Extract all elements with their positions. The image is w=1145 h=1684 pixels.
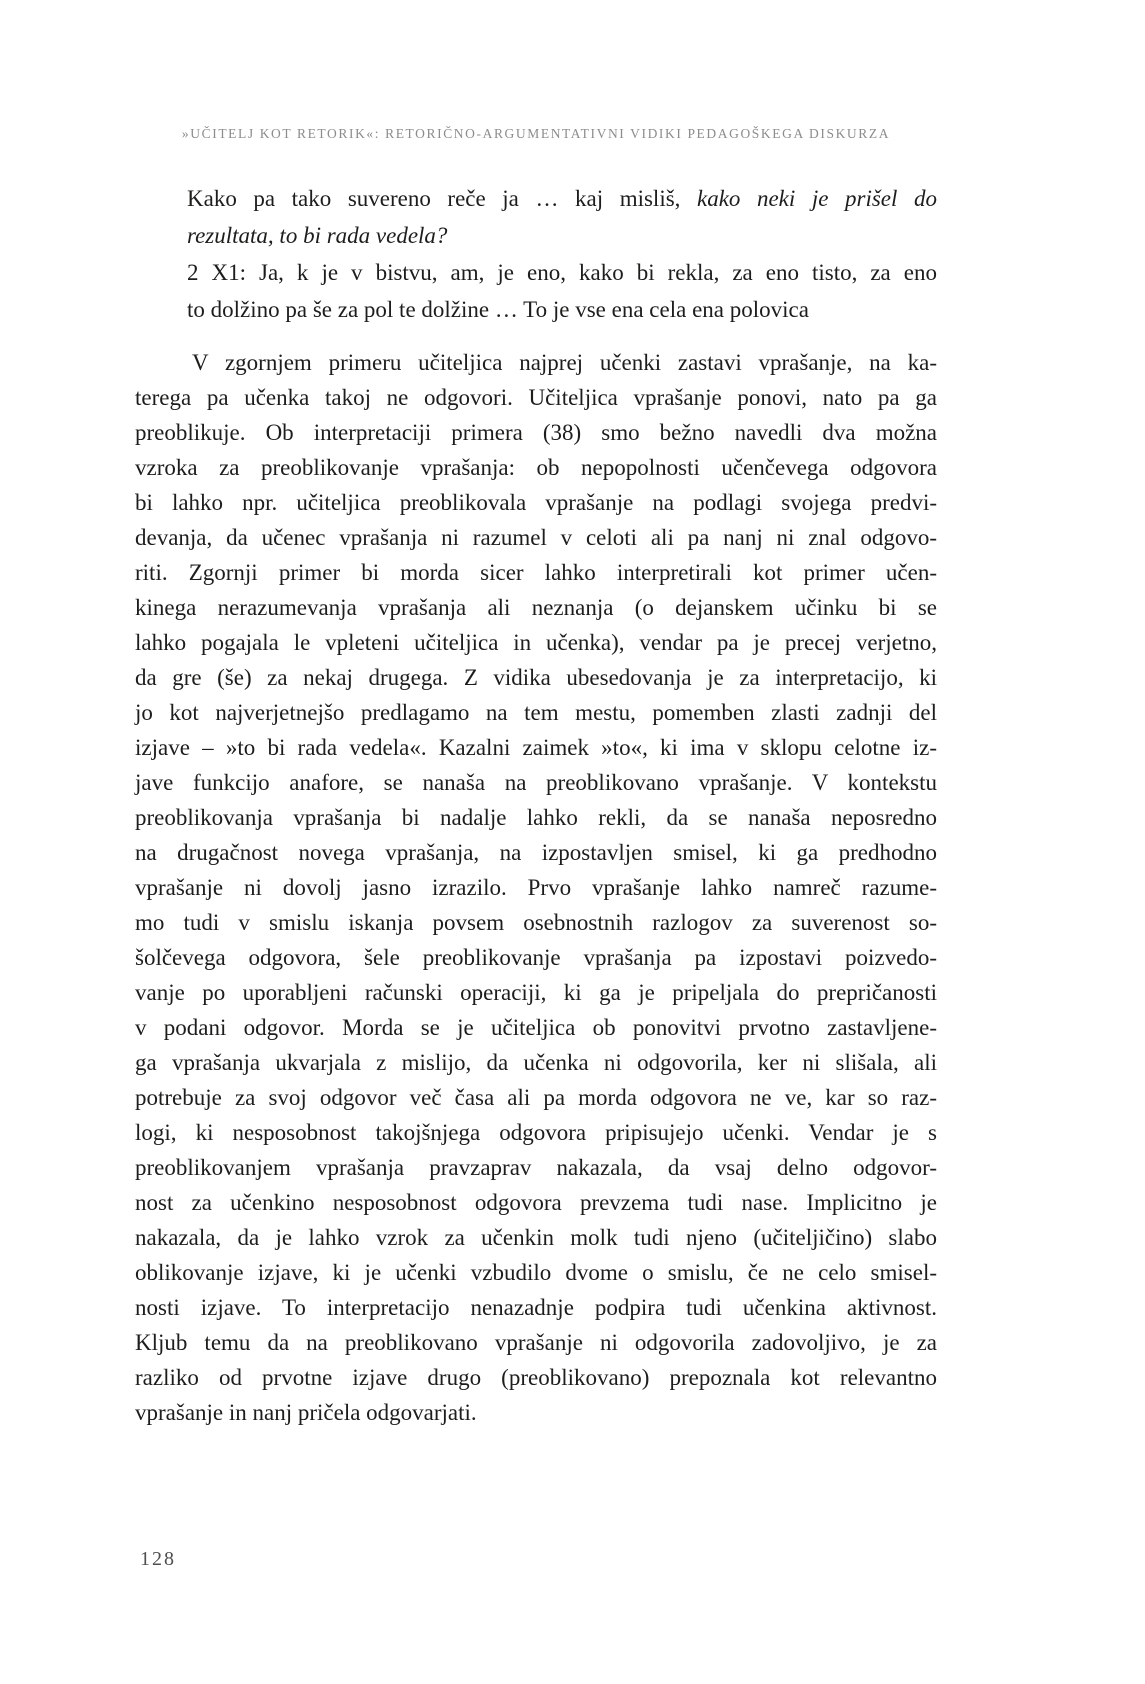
quote-italic-text: rezultata, to bi rada vedela? (187, 223, 448, 248)
quote-text: 2 X1: Ja, k je v bistvu, am, je eno, kako bi rekla, za eno tisto, za eno (187, 260, 937, 285)
body-line: v podani odgovor. Morda se je učiteljica ob ponovitvi prvotno zastavljene- (135, 1015, 937, 1040)
body-line: nost za učenkino nesposobnost odgovora prevzema tudi nase. Implicitno je (135, 1190, 937, 1215)
body-line: izjave – »to bi rada vedela«. Kazalni zaimek »to«, ki ima v sklopu celotne iz- (135, 735, 937, 760)
body-line: na drugačnost novega vprašanja, na izpostavljen smisel, ki ga predhodno (135, 840, 937, 865)
body-line: vzroka za preoblikovanje vprašanja: ob nepopolnosti učenčevega odgovora (135, 455, 937, 480)
body-line: nosti izjave. To interpretacijo nenazadnje podpira tudi učenkina aktivnost. (135, 1295, 937, 1320)
body-line: V zgornjem primeru učiteljica najprej učenki zastavi vprašanje, na ka- (192, 350, 937, 375)
body-line: logi, ki nesposobnost takojšnjega odgovora pripisujejo učenki. Vendar je s (135, 1120, 937, 1145)
quote-italic-text: kako neki je prišel do (696, 186, 937, 211)
body-line: jo kot najverjetnejšo predlagamo na tem mestu, pomemben zlasti zadnji del (135, 700, 937, 725)
quote-line (187, 254, 937, 291)
quote-line (187, 291, 937, 328)
body-line: kinega nerazumevanja vprašanja ali neznanja (o dejanskem učinku bi se (135, 595, 937, 620)
body-line: bi lahko npr. učiteljica preoblikovala vprašanje na podlagi svojega predvi- (135, 490, 937, 515)
body-line: nakazala, da je lahko vzrok za učenkin molk tudi njeno (učiteljičino) slabo (135, 1225, 937, 1250)
body-line: devanja, da učenec vprašanja ni razumel v celoti ali pa nanj ni znal odgovo- (135, 525, 937, 550)
body-line: jave funkcijo anafore, se nanaša na preoblikovano vprašanje. V kontekstu (135, 770, 937, 795)
body-line: preoblikovanja vprašanja bi nadalje lahko rekli, da se nanaša neposredno (135, 805, 937, 830)
body-line: lahko pogajala le vpleteni učiteljica in učenka), vendar pa je precej verjetno, (135, 630, 937, 655)
body-line: vprašanje ni dovolj jasno izrazilo. Prvo vprašanje lahko namreč razume- (135, 875, 937, 900)
running-header: »UČITELJ KOT RETORIK«: RETORIČNO-ARGUMENTATIVNI VIDIKI PEDAGOŠKEGA DISKURZA (181, 126, 891, 141)
body-line: ga vprašanja ukvarjala z mislijo, da učenka ni odgovorila, ker ni slišala, ali (135, 1050, 937, 1075)
body-line: Kljub temu da na preoblikovano vprašanje ni odgovorila zadovoljivo, je za (135, 1330, 937, 1355)
body-line: riti. Zgornji primer bi morda sicer lahko interpretirali kot primer učen- (135, 560, 937, 585)
body-line: da gre (še) za nekaj drugega. Z vidika ubesedovanja je za interpretacijo, ki (135, 665, 937, 690)
body-line: vanje po uporabljeni računski operaciji, ki ga je pripeljala do prepričanosti (135, 980, 937, 1005)
quote-line (187, 180, 937, 217)
quote-text: Kako pa tako suvereno reče ja … kaj misliš, (187, 186, 697, 211)
body-line: oblikovanje izjave, ki je učenki vzbudilo dvome o smislu, če ne celo smisel- (135, 1260, 937, 1285)
quote-text: to dolžino pa še za pol te dolžine … To je vse ena cela ena polovica (187, 297, 809, 322)
body-line: vprašanje in nanj pričela odgovarjati. (135, 1400, 477, 1425)
page-number: 128 (140, 1548, 176, 1570)
body-line: mo tudi v smislu iskanja povsem osebnostnih razlogov za suverenost so- (135, 910, 937, 935)
body-line: razliko od prvotne izjave drugo (preoblikovano) prepoznala kot relevantno (135, 1365, 937, 1390)
transcript-quote-block (187, 180, 937, 328)
body-line: preoblikuje. Ob interpretaciji primera (38) smo bežno navedli dva možna (135, 420, 937, 445)
body-line: preoblikovanjem vprašanja pravzaprav nakazala, da vsaj delno odgovor- (135, 1155, 937, 1180)
quote-line (187, 217, 937, 254)
body-line: terega pa učenka takoj ne odgovori. Učiteljica vprašanje ponovi, nato pa ga (135, 385, 937, 410)
body-line: potrebuje za svoj odgovor več časa ali pa morda odgovora ne ve, kar so raz- (135, 1085, 937, 1110)
body-line: šolčevega odgovora, šele preoblikovanje vprašanja pa izpostavi poizvedo- (135, 945, 937, 970)
body-paragraph (135, 345, 937, 1430)
